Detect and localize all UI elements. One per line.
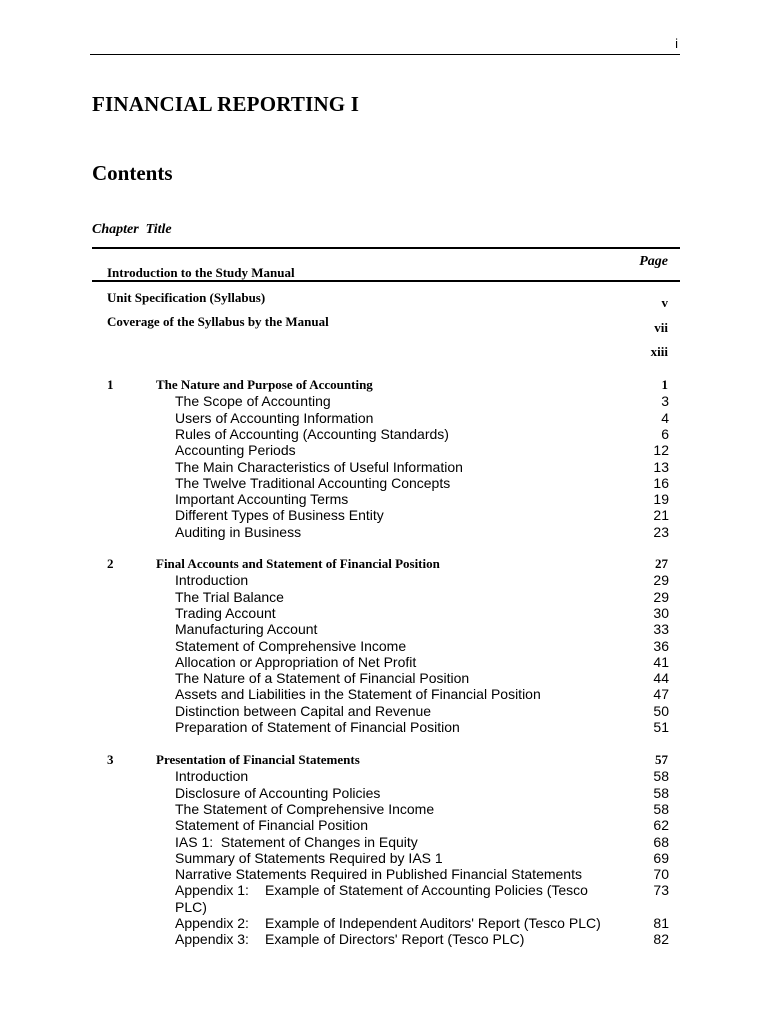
appendix-page: 82 xyxy=(653,931,669,948)
section-page: 13 xyxy=(653,458,669,475)
page-number: i xyxy=(675,36,678,51)
section-row xyxy=(0,459,768,475)
chapter-number: 2 xyxy=(107,556,114,571)
section-title: Preparation of Statement of Financial Position xyxy=(175,719,460,735)
chapter-page: 57 xyxy=(655,752,668,767)
chapter-row xyxy=(0,556,768,572)
section-title: Different Types of Business Entity xyxy=(175,507,384,524)
section-title: The Nature of a Statement of Financial Position xyxy=(175,670,470,687)
section-title: The Trial Balance xyxy=(175,588,284,605)
section-row xyxy=(0,817,768,833)
chapter-row xyxy=(0,377,768,393)
section-page: 16 xyxy=(653,474,669,491)
appendix-title: Example of Statement of Accounting Policies (Tesco xyxy=(265,882,588,899)
section-title: Rules of Accounting (Accounting Standards) xyxy=(175,425,449,442)
section-page: 41 xyxy=(653,653,669,670)
chapter-row xyxy=(0,752,768,768)
section-page: 58 xyxy=(653,768,669,785)
section-title: Statement of Comprehensive Income xyxy=(175,637,407,654)
section-row xyxy=(0,426,768,442)
section-page: 58 xyxy=(653,784,669,801)
chapter-number: 3 xyxy=(107,752,114,767)
chapter-title: Final Accounts and Statement of Financial Position xyxy=(156,556,440,571)
section-row xyxy=(0,475,768,491)
section-title: Distinction between Capital and Revenue xyxy=(175,702,432,719)
chapter-title: Presentation of Financial Statements xyxy=(156,752,360,767)
section-title: Disclosure of Accounting Policies xyxy=(175,784,381,801)
page-column-header: Page xyxy=(639,254,668,269)
chapter-page: 1 xyxy=(661,377,668,392)
section-page: 62 xyxy=(653,817,669,834)
section-row xyxy=(0,703,768,719)
section-row xyxy=(0,866,768,882)
section-row xyxy=(0,605,768,621)
section-title: Introduction xyxy=(175,768,249,785)
section-title: IAS 1: Statement of Changes in Equity xyxy=(175,833,418,850)
chapter-number: 1 xyxy=(107,377,114,392)
appendix-label: Appendix 1: xyxy=(175,882,249,899)
section-page: 33 xyxy=(653,621,669,638)
appendix-continuation-row xyxy=(0,899,768,915)
prelim-page: vii xyxy=(654,320,668,335)
section-row xyxy=(0,524,768,540)
section-page: 69 xyxy=(653,849,669,866)
section-row xyxy=(0,670,768,686)
section-row xyxy=(0,719,768,735)
appendix-row xyxy=(0,931,768,947)
appendix-row xyxy=(0,882,768,898)
section-row xyxy=(0,589,768,605)
section-title: The Statement of Comprehensive Income xyxy=(175,800,435,817)
section-row xyxy=(0,507,768,523)
section-page: 44 xyxy=(653,670,669,687)
section-title: Assets and Liabilities in the Statement of Financial Position xyxy=(175,686,541,703)
appendix-title: Example of Directors' Report (Tesco PLC) xyxy=(265,931,525,948)
section-row xyxy=(0,638,768,654)
section-title: Important Accounting Terms xyxy=(175,491,349,508)
section-title: Narrative Statements Required in Published Financial Statements xyxy=(175,866,582,883)
section-page: 19 xyxy=(653,491,669,508)
prelim-item-coverage: Coverage of the Syllabus by the Manual xyxy=(107,314,329,329)
section-page: 3 xyxy=(661,393,669,410)
appendix-title: Example of Independent Auditors' Report (Tesco PLC) xyxy=(265,915,601,931)
section-row xyxy=(0,621,768,637)
section-row xyxy=(0,686,768,702)
section-page: 21 xyxy=(653,507,669,524)
section-row xyxy=(0,785,768,801)
section-title: Accounting Periods xyxy=(175,442,296,459)
top-rule xyxy=(90,54,680,55)
chapter-page: 27 xyxy=(655,556,668,571)
chapter-title: The Nature and Purpose of Accounting xyxy=(156,377,373,392)
section-row xyxy=(0,572,768,588)
appendix-label: Appendix 2: xyxy=(175,915,249,931)
section-title: Statement of Financial Position xyxy=(175,817,368,834)
section-page: 23 xyxy=(653,523,669,540)
section-title: Allocation or Appropriation of Net Profit xyxy=(175,653,417,670)
section-page: 36 xyxy=(653,637,669,654)
prelim-page: xiii xyxy=(650,344,668,359)
document-title: FINANCIAL REPORTING I xyxy=(92,92,360,116)
section-row xyxy=(0,393,768,409)
appendix-row xyxy=(0,915,768,931)
section-page: 50 xyxy=(653,702,669,719)
chapter-title-header: Chapter Title xyxy=(92,222,172,237)
prelim-page: v xyxy=(661,295,668,310)
section-page: 58 xyxy=(653,800,669,817)
contents-heading: Contents xyxy=(92,161,173,185)
section-row xyxy=(0,654,768,670)
section-page: 47 xyxy=(653,686,669,703)
section-row xyxy=(0,491,768,507)
section-title: Auditing in Business xyxy=(175,523,302,540)
section-row xyxy=(0,410,768,426)
section-title: The Scope of Accounting xyxy=(175,393,331,410)
section-page: 29 xyxy=(653,588,669,605)
appendix-page: 81 xyxy=(653,915,669,931)
appendix-title-continuation: PLC) xyxy=(175,898,207,915)
prelim-item-introduction: Introduction to the Study Manual xyxy=(107,265,295,280)
section-title: Trading Account xyxy=(175,604,276,621)
section-page: 4 xyxy=(661,409,669,426)
section-title: The Main Characteristics of Useful Information xyxy=(175,458,463,475)
section-page: 70 xyxy=(653,866,669,883)
section-row xyxy=(0,442,768,458)
section-title: Users of Accounting Information xyxy=(175,409,374,426)
section-row xyxy=(0,768,768,784)
section-title: Manufacturing Account xyxy=(175,621,318,638)
section-page: 68 xyxy=(653,833,669,850)
section-title: The Twelve Traditional Accounting Concepts xyxy=(175,474,451,491)
section-title: Introduction xyxy=(175,572,249,589)
section-title: Summary of Statements Required by IAS 1 xyxy=(175,849,443,866)
section-page: 30 xyxy=(653,604,669,621)
section-row xyxy=(0,850,768,866)
section-page: 12 xyxy=(653,442,669,459)
appendix-label: Appendix 3: xyxy=(175,931,249,948)
table-rule-top xyxy=(92,247,680,249)
section-page: 29 xyxy=(653,572,669,589)
appendix-page: 73 xyxy=(653,882,669,899)
section-row xyxy=(0,834,768,850)
section-page: 51 xyxy=(653,719,669,735)
section-row xyxy=(0,801,768,817)
prelim-item-unit-specification: Unit Specification (Syllabus) xyxy=(107,290,266,305)
section-page: 6 xyxy=(661,425,669,442)
